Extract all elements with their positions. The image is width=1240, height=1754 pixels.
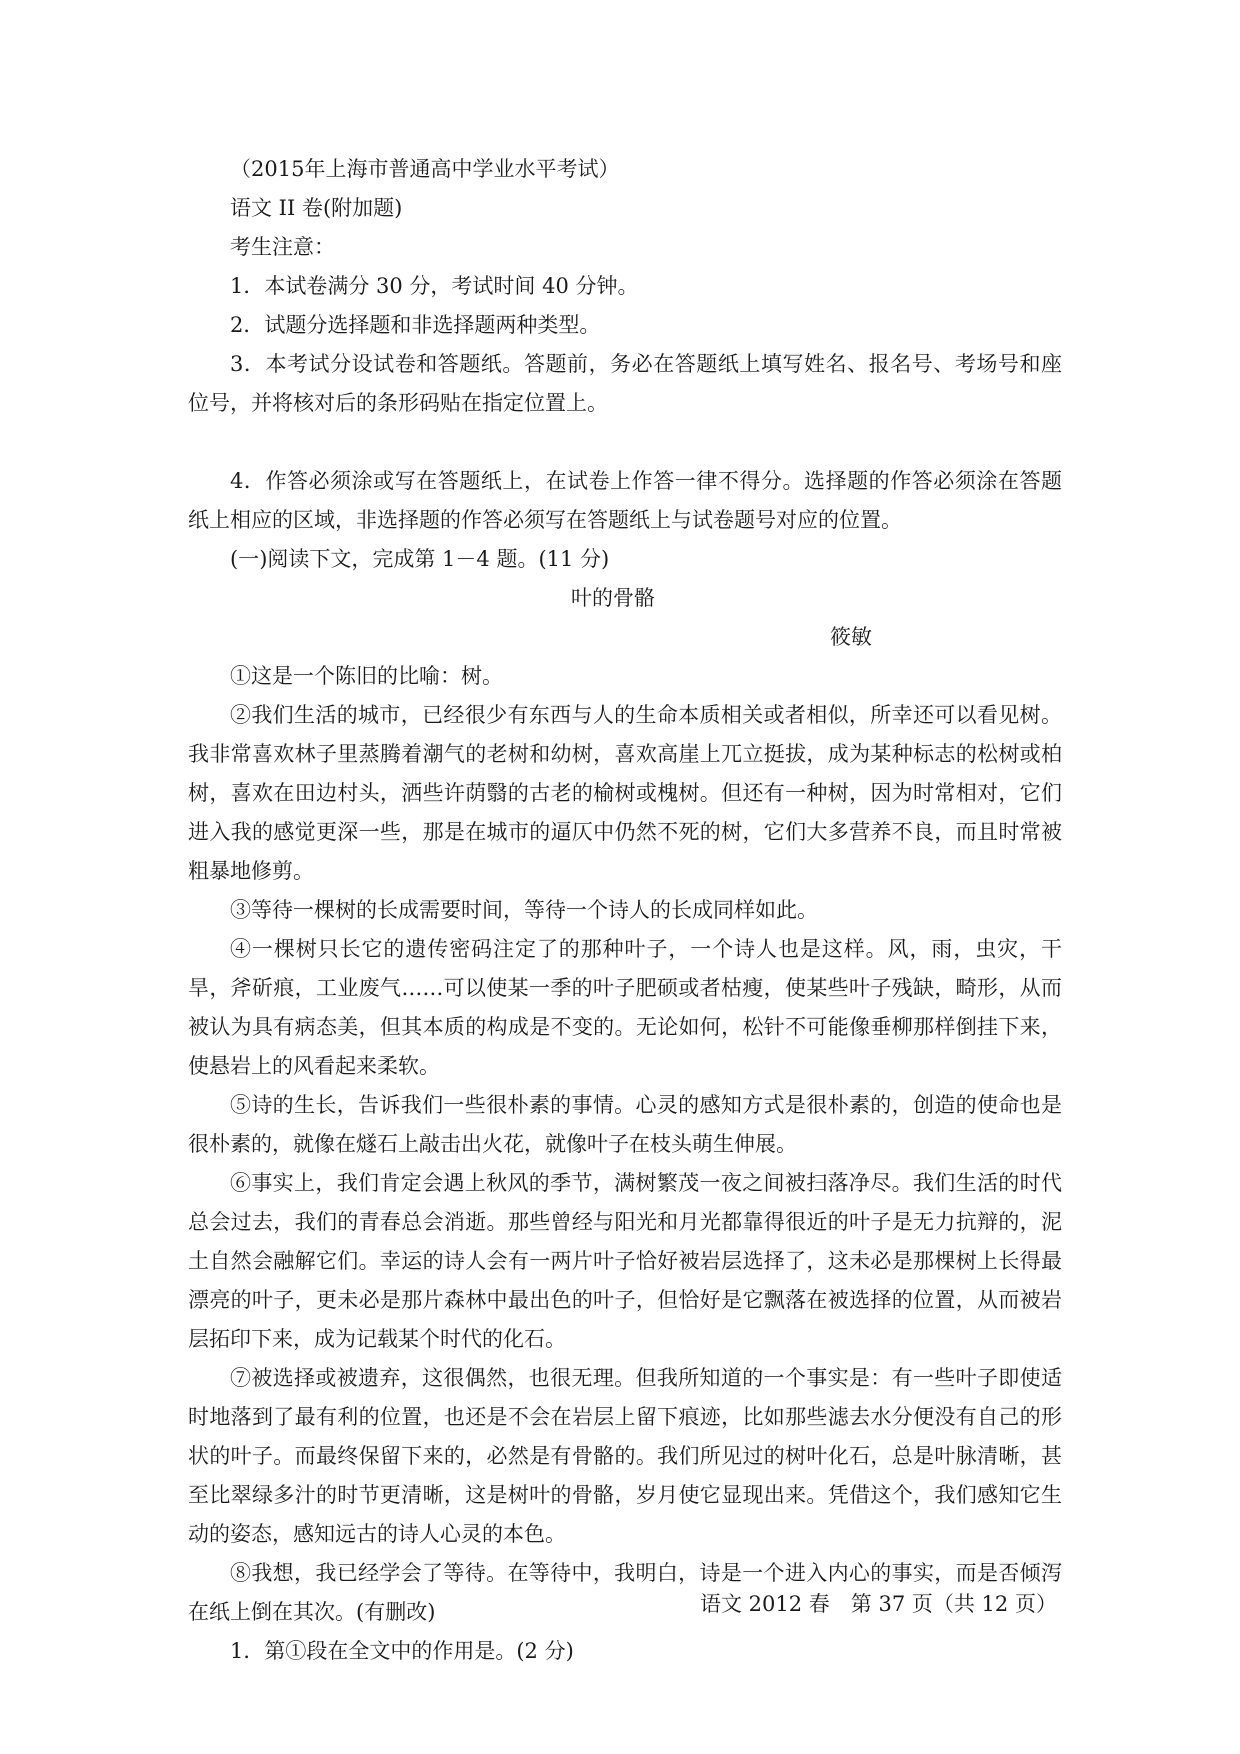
article-paragraph-7: ⑦被选择或被遗弃，这很偶然，也很无理。但我所知道的一个事实是：有一些叶子即使适时地落到了最有利的位置，也还是不会在岩层上留下痕迹，比如那些滤去水分便没有自己的形状的叶子。而最终保留下来的，必然是有骨骼的。我们所见过的树叶化石，总是叶脉清晰，甚至比翠绿多汁的时节更清晰，这是树叶的骨骼，岁月使它显现出来。凭借这个，我们感知它生动的姿态，感知远古的诗人心灵的本色。 — [188, 1366, 1062, 1546]
article-paragraph-1: ①这是一个陈旧的比喻：树。 — [230, 664, 503, 688]
page-content — [188, 150, 1062, 1671]
paper-title: 语文 II 卷(附加题) — [230, 196, 403, 220]
notice-item-3: 3．本考试分设试卷和答题纸。答题前，务必在答题纸上填写姓名、报名号、考场号和座位号，并将核对后的条形码贴在指定位置上。 — [188, 352, 1062, 415]
article-paragraph-2: ②我们生活的城市，已经很少有东西与人的生命本质相关或者相似，所幸还可以看见树。我非常喜欢林子里蒸腾着潮气的老树和幼树，喜欢高崖上兀立挺拔，成为某种标志的松树或柏树，喜欢在田边村头，洒些许荫翳的古老的榆树或槐树。但还有一种树，因为时常相对，它们进入我的感觉更深一些，那是在城市的逼仄中仍然不死的树，它们大多营养不良，而且时常被粗暴地修剪。 — [188, 703, 1062, 883]
page-footer: 语文 2012 春 第 37 页（共 12 页） — [700, 1592, 1057, 1616]
notice-item-4: 4．作答必须涂或写在答题纸上，在试卷上作答一律不得分。选择题的作答必须涂在答题纸上相应的区域，非选择题的作答必须写在答题纸上与试卷题号对应的位置。 — [188, 469, 1062, 532]
notice-title: 考生注意： — [230, 235, 335, 259]
article-author: 筱敏 — [830, 625, 872, 649]
section-heading: (一)阅读下文，完成第 1－4 题。(11 分) — [230, 547, 610, 571]
notice-item-2: 2．试题分选择题和非选择题两种类型。 — [230, 313, 601, 337]
exam-source: （2015年上海市普通高中学业水平考试） — [230, 157, 620, 181]
article-title: 叶的骨骼 — [571, 586, 655, 610]
spacer — [188, 423, 1062, 462]
article-paragraph-8: ⑧我想，我已经学会了等待。在等待中，我明白，诗是一个进入内心的事实，而是否倾泻在纸上倒在其次。(有删改) — [188, 1561, 1062, 1624]
article-paragraph-5: ⑤诗的生长，告诉我们一些很朴素的事情。心灵的感知方式是很朴素的，创造的使命也是很朴素的，就像在燧石上敲击出火花，就像叶子在枝头萌生伸展。 — [188, 1093, 1062, 1156]
article-paragraph-3: ③等待一棵树的长成需要时间，等待一个诗人的长成同样如此。 — [230, 898, 818, 922]
article-paragraph-4: ④一棵树只长它的遗传密码注定了的那种叶子，一个诗人也是这样。风，雨，虫灾，干旱，斧斫痕，工业废气……可以使某一季的叶子肥硕或者枯瘦，使某些叶子残缺，畸形，从而被认为具有病态美，但其本质的构成是不变的。无论如何，松针不可能像垂柳那样倒挂下来，使悬岩上的风看起来柔软。 — [188, 937, 1062, 1078]
question-1: 1．第①段在全文中的作用是。(2 分) — [230, 1639, 574, 1663]
article-paragraph-6: ⑥事实上，我们肯定会遇上秋风的季节，满树繁茂一夜之间被扫落净尽。我们生活的时代总会过去，我们的青春总会消逝。那些曾经与阳光和月光都靠得很近的叶子是无力抗辩的，泥土自然会融解它们。幸运的诗人会有一两片叶子恰好被岩层选择了，这未必是那棵树上长得最漂亮的叶子，更未必是那片森林中最出色的叶子，但恰好是它飘落在被选择的位置，从而被岩层拓印下来，成为记载某个时代的化石。 — [188, 1171, 1062, 1351]
notice-item-1: 1．本试卷满分 30 分，考试时间 40 分钟。 — [230, 274, 639, 298]
